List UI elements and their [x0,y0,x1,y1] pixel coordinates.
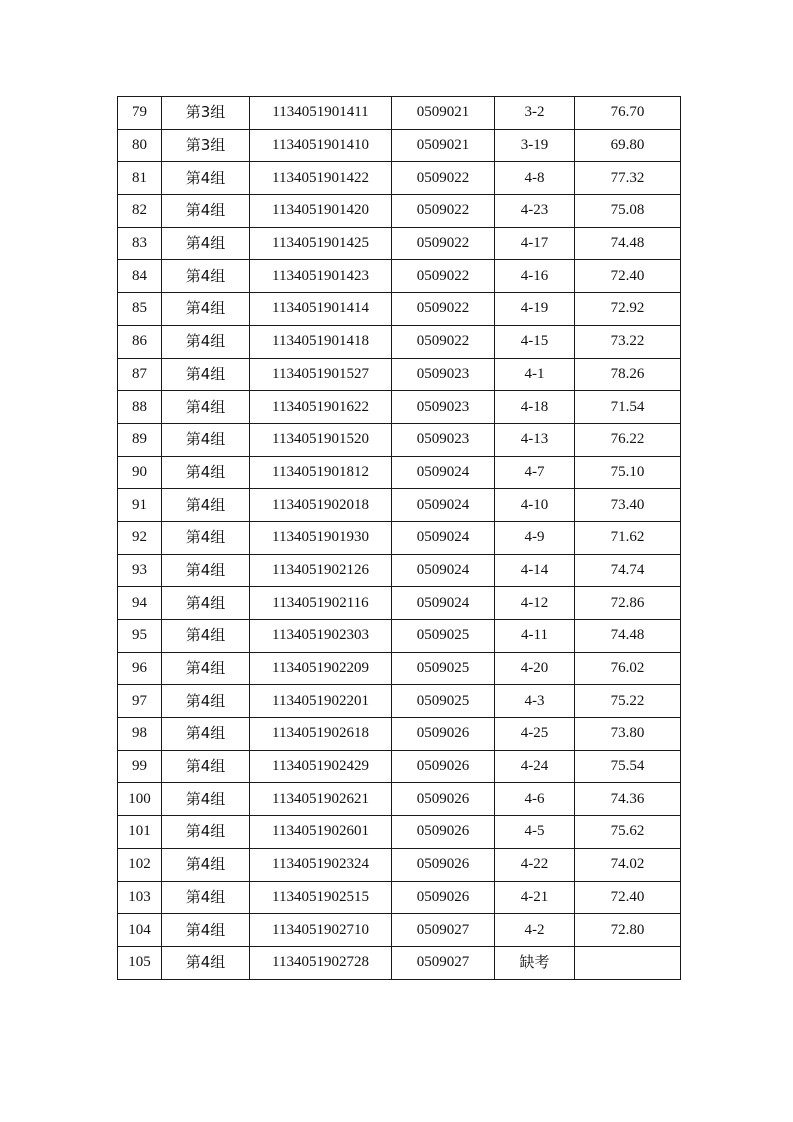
row-number-cell: 85 [118,293,162,326]
seat-cell: 4-13 [495,423,575,456]
candidate-id-cell: 1134051902201 [250,685,392,718]
score-cell: 73.22 [575,325,681,358]
score-cell: 76.22 [575,423,681,456]
table-row [118,227,681,260]
score-cell: 74.36 [575,783,681,816]
row-number-cell: 89 [118,423,162,456]
seat-cell: 4-17 [495,227,575,260]
row-number-cell: 84 [118,260,162,293]
row-number-cell: 103 [118,881,162,914]
candidate-id-cell: 1134051902126 [250,554,392,587]
table-row [118,783,681,816]
exam-room-cell: 0509026 [392,783,495,816]
candidate-id-cell: 1134051902710 [250,914,392,947]
exam-room-cell: 0509022 [392,325,495,358]
group-cell: 第4组 [162,391,250,424]
row-number-cell: 83 [118,227,162,260]
score-cell: 73.40 [575,489,681,522]
candidate-id-cell: 1134051901425 [250,227,392,260]
score-cell: 72.86 [575,587,681,620]
score-cell [575,946,681,979]
group-cell: 第4组 [162,227,250,260]
row-number-cell: 98 [118,718,162,751]
candidate-id-cell: 1134051901527 [250,358,392,391]
score-cell: 75.62 [575,816,681,849]
results-table-body [118,97,681,980]
group-cell: 第3组 [162,97,250,130]
table-row [118,914,681,947]
score-cell: 78.26 [575,358,681,391]
exam-room-cell: 0509021 [392,97,495,130]
group-cell: 第4组 [162,783,250,816]
seat-cell: 3-2 [495,97,575,130]
exam-room-cell: 0509022 [392,293,495,326]
exam-room-cell: 0509023 [392,423,495,456]
score-cell: 74.48 [575,227,681,260]
seat-cell: 4-22 [495,848,575,881]
table-row [118,293,681,326]
row-number-cell: 94 [118,587,162,620]
score-cell: 75.22 [575,685,681,718]
table-row [118,97,681,130]
table-row [118,162,681,195]
group-cell: 第4组 [162,260,250,293]
seat-cell: 4-1 [495,358,575,391]
seat-cell: 4-19 [495,293,575,326]
seat-cell: 缺考 [495,946,575,979]
group-cell: 第3组 [162,129,250,162]
score-cell: 73.80 [575,718,681,751]
seat-cell: 4-2 [495,914,575,947]
candidate-id-cell: 1134051902209 [250,652,392,685]
row-number-cell: 101 [118,816,162,849]
candidate-id-cell: 1134051902728 [250,946,392,979]
group-cell: 第4组 [162,195,250,228]
seat-cell: 4-18 [495,391,575,424]
score-cell: 75.10 [575,456,681,489]
row-number-cell: 104 [118,914,162,947]
exam-room-cell: 0509021 [392,129,495,162]
exam-room-cell: 0509024 [392,587,495,620]
exam-room-cell: 0509025 [392,652,495,685]
table-row [118,325,681,358]
row-number-cell: 86 [118,325,162,358]
table-row [118,718,681,751]
exam-room-cell: 0509024 [392,554,495,587]
exam-room-cell: 0509026 [392,750,495,783]
score-cell: 72.92 [575,293,681,326]
exam-room-cell: 0509026 [392,848,495,881]
group-cell: 第4组 [162,620,250,653]
score-cell: 76.02 [575,652,681,685]
table-row [118,587,681,620]
group-cell: 第4组 [162,162,250,195]
score-cell: 75.54 [575,750,681,783]
seat-cell: 4-9 [495,521,575,554]
group-cell: 第4组 [162,358,250,391]
score-cell: 74.48 [575,620,681,653]
exam-room-cell: 0509026 [392,881,495,914]
score-cell: 77.32 [575,162,681,195]
score-cell: 72.40 [575,260,681,293]
group-cell: 第4组 [162,848,250,881]
table-row [118,946,681,979]
score-cell: 72.40 [575,881,681,914]
seat-cell: 4-6 [495,783,575,816]
table-row [118,554,681,587]
exam-room-cell: 0509024 [392,521,495,554]
row-number-cell: 95 [118,620,162,653]
table-row [118,620,681,653]
row-number-cell: 92 [118,521,162,554]
table-row [118,652,681,685]
candidate-id-cell: 1134051902618 [250,718,392,751]
seat-cell: 4-3 [495,685,575,718]
table-row [118,848,681,881]
exam-room-cell: 0509024 [392,489,495,522]
exam-room-cell: 0509022 [392,227,495,260]
score-cell: 72.80 [575,914,681,947]
table-row [118,816,681,849]
seat-cell: 4-16 [495,260,575,293]
row-number-cell: 96 [118,652,162,685]
group-cell: 第4组 [162,946,250,979]
row-number-cell: 79 [118,97,162,130]
seat-cell: 4-21 [495,881,575,914]
group-cell: 第4组 [162,685,250,718]
table-row [118,260,681,293]
seat-cell: 4-11 [495,620,575,653]
exam-room-cell: 0509022 [392,260,495,293]
table-row [118,129,681,162]
group-cell: 第4组 [162,293,250,326]
exam-room-cell: 0509026 [392,816,495,849]
seat-cell: 4-23 [495,195,575,228]
table-row [118,358,681,391]
exam-room-cell: 0509024 [392,456,495,489]
group-cell: 第4组 [162,325,250,358]
exam-room-cell: 0509025 [392,620,495,653]
exam-room-cell: 0509023 [392,391,495,424]
candidate-id-cell: 1134051902116 [250,587,392,620]
row-number-cell: 90 [118,456,162,489]
table-row [118,456,681,489]
row-number-cell: 97 [118,685,162,718]
row-number-cell: 91 [118,489,162,522]
group-cell: 第4组 [162,489,250,522]
group-cell: 第4组 [162,456,250,489]
exam-room-cell: 0509027 [392,914,495,947]
candidate-id-cell: 1134051901410 [250,129,392,162]
candidate-id-cell: 1134051901420 [250,195,392,228]
seat-cell: 4-20 [495,652,575,685]
group-cell: 第4组 [162,881,250,914]
row-number-cell: 88 [118,391,162,424]
row-number-cell: 99 [118,750,162,783]
score-cell: 74.74 [575,554,681,587]
seat-cell: 4-14 [495,554,575,587]
row-number-cell: 93 [118,554,162,587]
table-row [118,391,681,424]
score-cell: 69.80 [575,129,681,162]
seat-cell: 4-12 [495,587,575,620]
table-row [118,195,681,228]
results-table [117,96,681,980]
exam-room-cell: 0509025 [392,685,495,718]
candidate-id-cell: 1134051902621 [250,783,392,816]
score-cell: 71.54 [575,391,681,424]
exam-room-cell: 0509023 [392,358,495,391]
group-cell: 第4组 [162,554,250,587]
group-cell: 第4组 [162,652,250,685]
group-cell: 第4组 [162,914,250,947]
candidate-id-cell: 1134051901622 [250,391,392,424]
exam-room-cell: 0509027 [392,946,495,979]
exam-room-cell: 0509026 [392,718,495,751]
table-row [118,750,681,783]
candidate-id-cell: 1134051901422 [250,162,392,195]
candidate-id-cell: 1134051901812 [250,456,392,489]
group-cell: 第4组 [162,521,250,554]
row-number-cell: 87 [118,358,162,391]
seat-cell: 4-24 [495,750,575,783]
candidate-id-cell: 1134051902429 [250,750,392,783]
candidate-id-cell: 1134051902601 [250,816,392,849]
candidate-id-cell: 1134051901423 [250,260,392,293]
candidate-id-cell: 1134051901418 [250,325,392,358]
seat-cell: 3-19 [495,129,575,162]
table-row [118,881,681,914]
table-row [118,521,681,554]
row-number-cell: 80 [118,129,162,162]
seat-cell: 4-8 [495,162,575,195]
table-row [118,685,681,718]
group-cell: 第4组 [162,816,250,849]
seat-cell: 4-25 [495,718,575,751]
group-cell: 第4组 [162,718,250,751]
seat-cell: 4-15 [495,325,575,358]
group-cell: 第4组 [162,423,250,456]
table-row [118,489,681,522]
table-row [118,423,681,456]
candidate-id-cell: 1134051901520 [250,423,392,456]
candidate-id-cell: 1134051902324 [250,848,392,881]
candidate-id-cell: 1134051901930 [250,521,392,554]
seat-cell: 4-7 [495,456,575,489]
score-cell: 76.70 [575,97,681,130]
candidate-id-cell: 1134051901411 [250,97,392,130]
candidate-id-cell: 1134051902303 [250,620,392,653]
group-cell: 第4组 [162,750,250,783]
seat-cell: 4-10 [495,489,575,522]
candidate-id-cell: 1134051902515 [250,881,392,914]
candidate-id-cell: 1134051901414 [250,293,392,326]
row-number-cell: 102 [118,848,162,881]
row-number-cell: 81 [118,162,162,195]
exam-room-cell: 0509022 [392,162,495,195]
row-number-cell: 100 [118,783,162,816]
row-number-cell: 82 [118,195,162,228]
row-number-cell: 105 [118,946,162,979]
score-cell: 75.08 [575,195,681,228]
group-cell: 第4组 [162,587,250,620]
score-cell: 74.02 [575,848,681,881]
candidate-id-cell: 1134051902018 [250,489,392,522]
seat-cell: 4-5 [495,816,575,849]
exam-room-cell: 0509022 [392,195,495,228]
score-cell: 71.62 [575,521,681,554]
